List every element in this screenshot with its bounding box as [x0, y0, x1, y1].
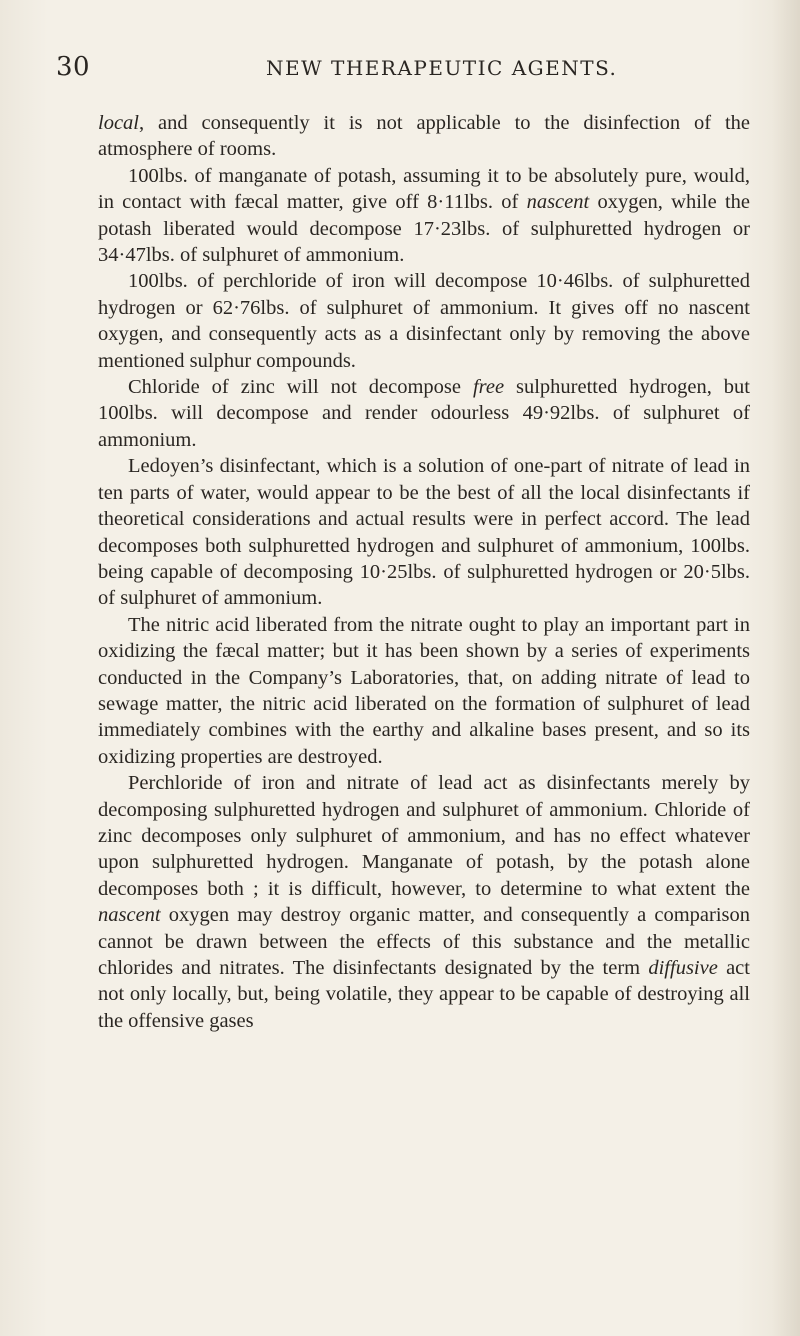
paragraph: [98, 110, 750, 163]
text-segment: Chloride of zinc will not decompose: [128, 376, 473, 399]
paragraph: [98, 453, 750, 611]
paragraph: [98, 163, 750, 269]
text-segment: 100lbs. of manganate of potash, assuming it to be absolutely pure, would, in contact with fæcal matter, give off 8·11lbs. of: [98, 164, 750, 214]
text-segment: oxygen may destroy organic matter, and consequently a comparison cannot be drawn between the effects of this substance and the metallic chlorides and nitrates. The disinfectants designated by the term: [98, 904, 750, 979]
italic-text: local: [98, 112, 139, 134]
page-header: [56, 52, 760, 88]
italic-text: free: [472, 376, 505, 399]
running-title: NEW THERAPEUTIC AGENTS.: [266, 56, 618, 80]
paragraph: [98, 374, 750, 453]
page-edge-shadow: [772, 0, 800, 1336]
paragraph: [98, 268, 750, 374]
text-segment: The nitric acid liberated from the nitrate ought to play an important part in oxidizing the fæcal matter; but it has been shown by a series of experiments conducted in the Company’s Laboratories, that, on adding nitrate of lead to sewage matter, the nitric acid liberated on the formation of sulphuret of lead immediately combines with the earthy and alkaline bases present, and so its oxidizing properties are destroyed.: [98, 613, 750, 768]
text-segment: oxygen, while the potash liberated would decompose 17·23lbs. of sulphuretted hydrogen or 34·47lbs. of sulphuret of ammonium.: [98, 191, 750, 267]
text-segment: sulphuretted hydrogen, but 100lbs. will decompose and render odourless 49·92lbs. of sulphuret of ammonium.: [98, 376, 750, 451]
italic-text: diffusive: [648, 957, 718, 979]
text-segment: Ledoyen’s disinfectant, which is a solution of one-part of nitrate of lead in ten parts of water, would appear to be the best of all the local disinfectants if theoretical considerations and actual results were in perfect accord. The lead decomposes both sulphuretted hydrogen and sulphuret of ammonium, 100lbs. being capable of decomposing 10·25lbs. of sulphuretted hydrogen or 20·5lbs. of sulphuret of ammonium.: [98, 455, 750, 610]
page-number: 30: [56, 52, 91, 82]
paragraph: [98, 770, 750, 1034]
body-text: [98, 110, 750, 1034]
text-segment: act not only locally, but, being volatile, they appear to be capable of destroying all the offensive gases: [98, 957, 750, 1032]
text-segment: Perchloride of iron and nitrate of lead act as disinfectants merely by decomposing sulphuretted hydrogen and sulphuret of ammonium. Chloride of zinc decomposes only sulphuret of ammonium, and has no effect whatever upon sulphuretted hydrogen. Manganate of potash, by the potash alone decomposes both ; it is difficult, however, to determine to what extent the: [98, 772, 750, 900]
italic-text: nascent: [526, 191, 590, 214]
italic-text: nascent: [98, 904, 161, 927]
text-segment: 100lbs. of perchloride of iron will decompose 10·46lbs. of sulphuretted hydrogen or 62·76lbs. of sulphuret of ammonium. It gives off no nascent oxygen, and consequently acts as a disinfectant only by removing the above mentioned sulphur compounds.: [98, 270, 750, 372]
text-segment: , and consequently it is not applicable to the disinfection of the atmosphere of rooms.: [98, 112, 750, 161]
paragraph: [98, 612, 750, 770]
